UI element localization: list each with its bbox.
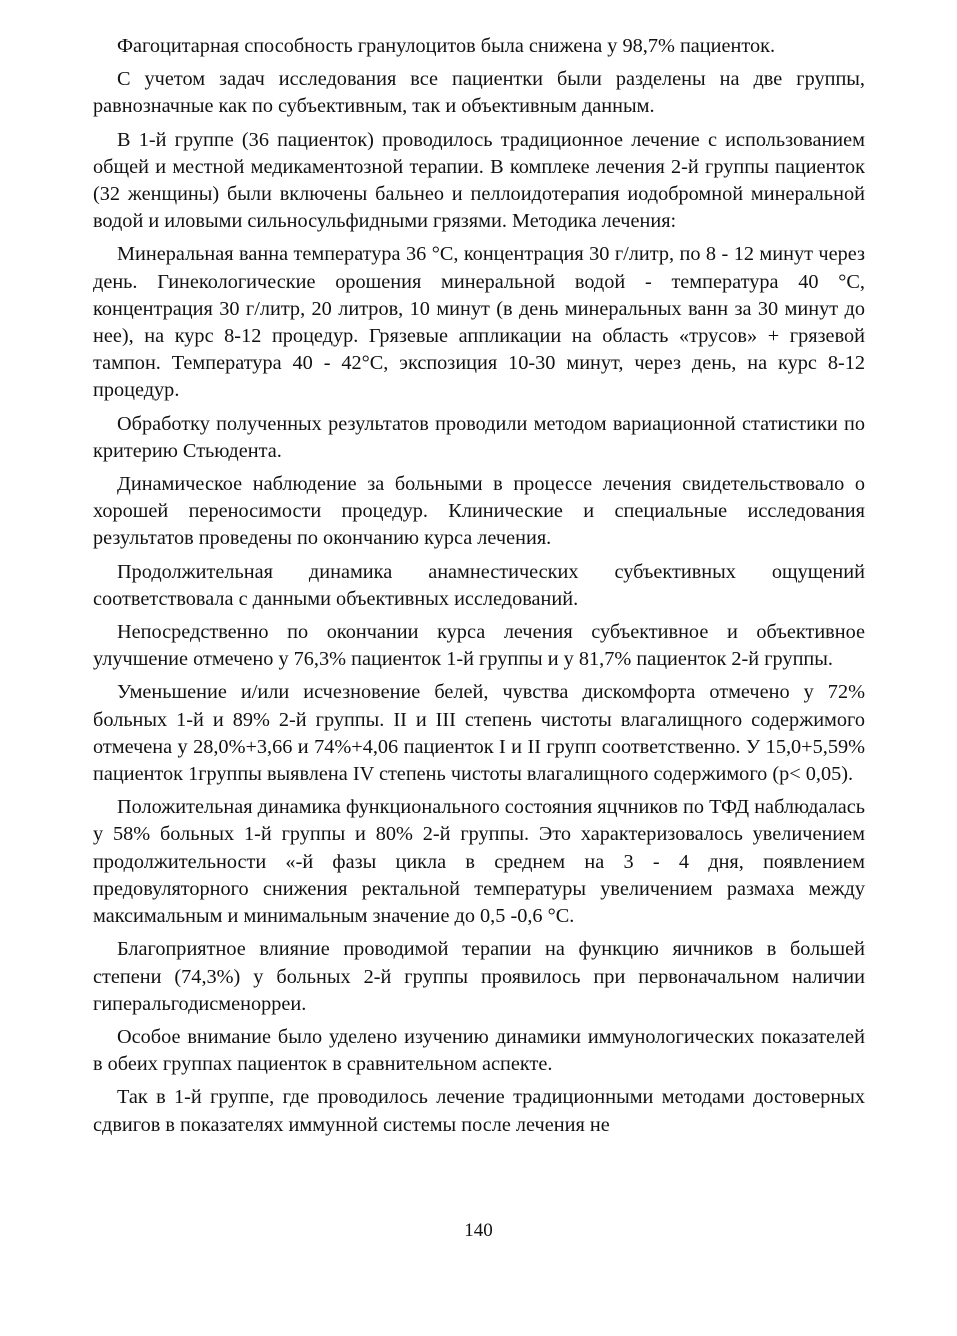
page-number: 140 (464, 1220, 493, 1241)
paragraph-discharge: Уменьшение и/или исчезновение белей, чувства дискомфорта отмечено у 72% больных 1-й и 89% 2-й группы. II и III степень чистоты влагалищного содержимого отмечена у 28,0%+3,66 и 74%+4,06 пациенток I и II групп соответственно. У 15,0+5,59% пациенток 1группы выявлена IV степень чистоты влагалищного содержимого (р< 0,05). (93, 681, 865, 786)
paragraph-statistics: Обработку полученных результатов проводили методом вариационной статистики по критерию Стьюдента. (93, 412, 865, 462)
paragraph-group-one-results: Так в 1-й группе, где проводилось лечение традиционными методами достоверных сдвигов в показателях иммунной системы после лечения не (93, 1086, 865, 1136)
paragraph-groups-division: С учетом задач исследования все пациентки были разделены на две группы, равнозначные как по субъективным, так и объективным данным. (93, 68, 865, 118)
paragraph-favorable-effect: Благоприятное влияние проводимой терапии на функцию яичников в большей степени (74,3%) у больных 2-й группы проявилось при первоначальном наличии гиперальгодисменорреи. (93, 938, 865, 1015)
paragraph-observation: Динамическое наблюдение за больными в процессе лечения свидетельствовало о хорошей переносимости процедур. Клинические и специальные исследования результатов проведены по окончанию курса лечения. (93, 473, 865, 550)
paragraph-phagocytosis: Фагоцитарная способность гранулоцитов была снижена у 98,7% пациенток. (117, 35, 776, 57)
paragraph-improvement: Непосредственно по окончании курса лечения субъективное и объективное улучшение отмечено у 76,3% пациенток 1-й группы и у 81,7% пациенток 2-й группы. (93, 621, 865, 671)
paragraph-dynamics: Продолжительная динамика анамнестических субъективных ощущений соответствовала с данными объективных исследований. (93, 560, 865, 610)
document-body (93, 33, 865, 1139)
paragraph-ovarian-function: Положительная динамика функционального состояния яцчников по ТФД наблюдалась у 58% больных 1-й группы и 80% 2-й группы. Это характеризовалось увеличением продолжительности «-й фазы цикла в среднем на 3 - 4 дня, появлением предовуляторного снижения ректальной температуры увеличением размаха между максимальным и минимальным значение до 0,5 -0,6 °С. (93, 796, 865, 928)
paragraph-method: Минеральная ванна температура 36 °С, концентрация 30 г/литр, по 8 - 12 минут через день. Гинекологические орошения минеральной водой - температура 40 °С, концентрация 30 г/литр, 20 литров, 10 минут (в день минеральных ванн за 30 минут до нее), на курс 8-12 процедур. Грязевые аппликации на область «трусов» + грязевой тампон. Температура 40 - 42°С, экспозиция 10-30 минут, через день, на курс 8-12 процедур. (93, 243, 865, 402)
paragraph-immunology: Особое внимание было уделено изучению динамики иммунологических показателей в обеих группах пациенток в сравнительном аспекте. (93, 1025, 865, 1076)
paragraph-group-treatment: В 1-й группе (36 пациенток) проводилось традиционное лечение с использованием общей и местной медикаментозной терапии. В комплеке лечения 2-й группы пациенток (32 женщины) были включены бальнео и пеллоидотерапия иодобромной минеральной водой и иловыми сильносульфидными грязями. Методика лечения: (93, 128, 865, 233)
